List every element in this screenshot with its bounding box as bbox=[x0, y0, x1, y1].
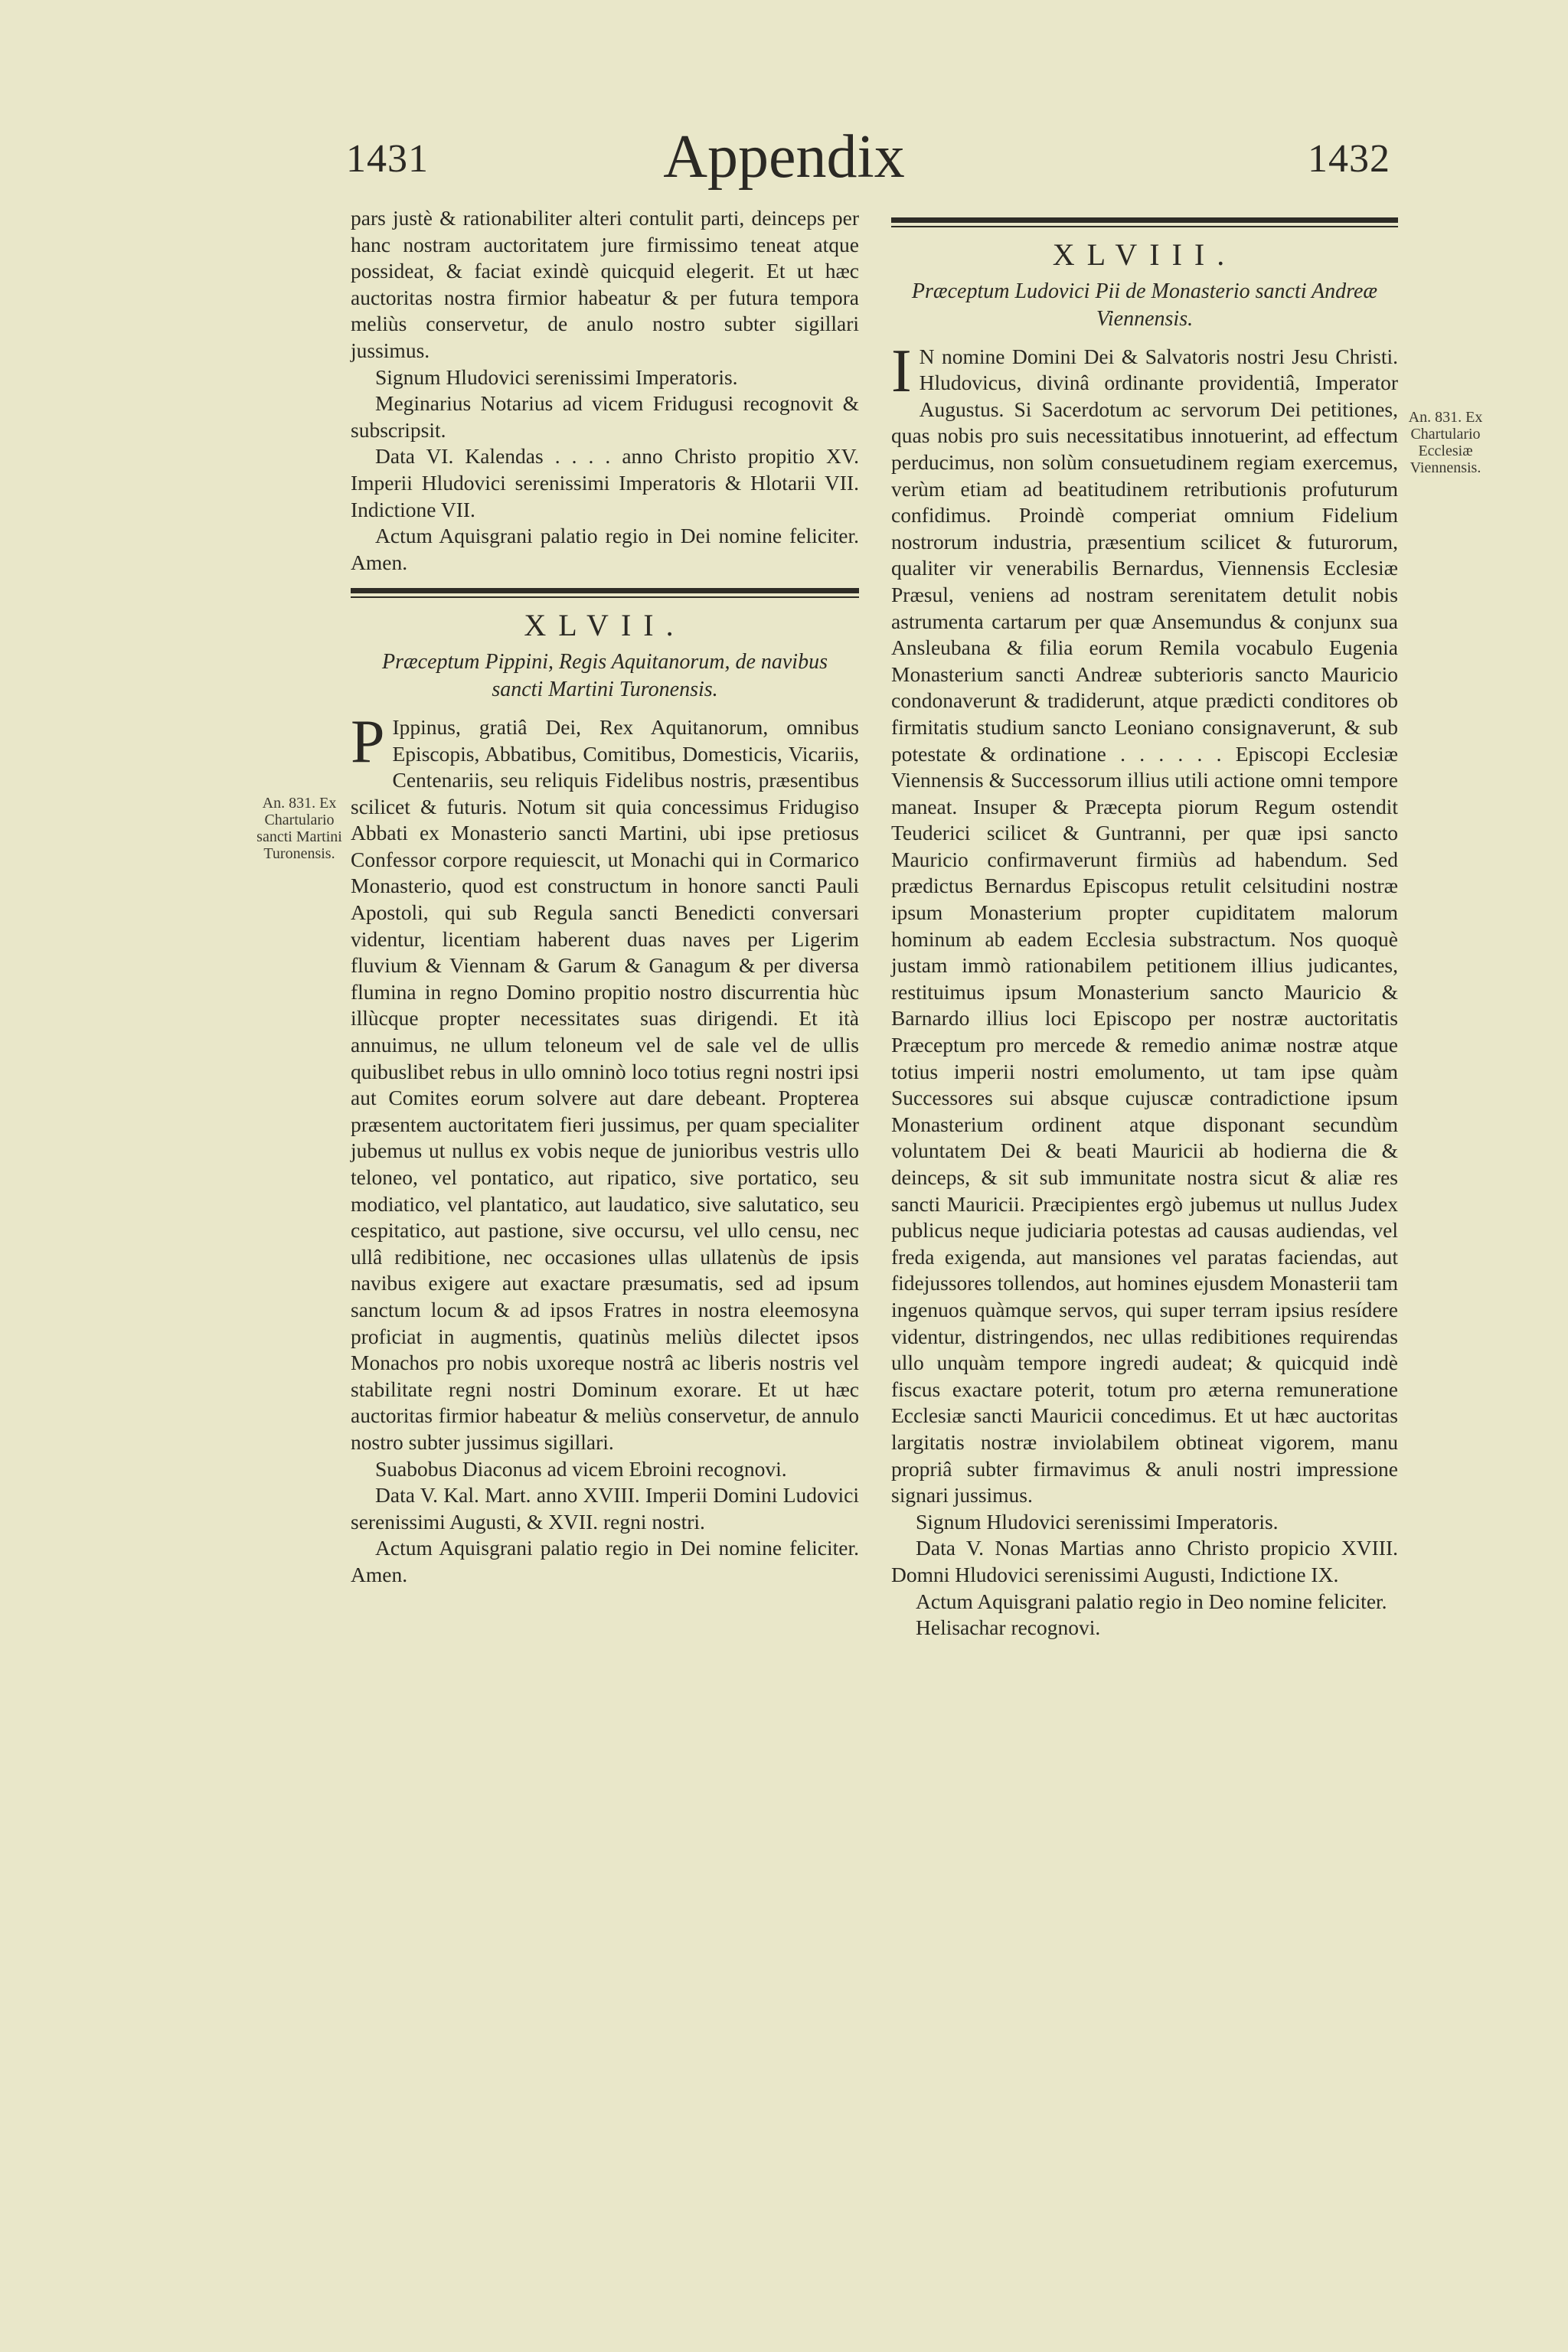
page-number-right: 1432 bbox=[1308, 137, 1390, 181]
recognition-line: Helisachar recognovi. bbox=[916, 1615, 1101, 1640]
section-title: Præceptum Ludovici Pii de Monasterio sancti Andreæ Viennensis. bbox=[911, 279, 1378, 331]
section-number: XLVIII. bbox=[1052, 237, 1237, 272]
charter-text: N nomine Domini Dei & Salvatoris nostri Jesu Christi. Hludovicus, divinâ ordinante providentiâ, Imperator Augustus. Si Sacerdotum ac servorum Dei petitiones, quas nobis pro suis necessitatibus innotuerint, ad effectum perducimus, non solùm consuetudinem regiam exercemus, verùm etiam ad beatitudinem retributionis profuturum confidimus. Proindè comperiat omnium Fidelium nostrorum industria, præsentium scilicet & futurorum, qualiter vir venerabilis Bernardus, Viennensis Ecclesiæ Præsul, veniens ad nostram serenitatem detulit nobis astrumenta cartarum per quæ Ansemundus & conjunx sua Ansleubana & filia eorum Remila vocabulo Eugenia Monasterium sancti Andreæ subterioris sancto Mauricio condonaverunt & tradiderunt, atque prædicti conditores ob firmitatis studium sancto Leoniano consignaverunt, & sub potestate & ordinatione . . . . . . Episcopi Ecclesiæ Viennensis & Successorum illius utili actione omni tempore maneat. Insuper & Præcepta piorum Regum ostendit Teuderici scilicet & Guntranni, per quæ ipsi sancto Mauricio confirmaverunt firmiùs ad habendum. Sed prædictus Bernardus Episcopus retulit celsitudini nostræ ipsum Monasterium propter cupiditatem malorum hominum ab eadem Ecclesia substractum. Nos quoquè justam immò rationabilem petitionem illius judicantes, restituimus ipsum Monasterium sancto Mauricio & Barnardo illius loci Episcopo per nostræ auctoritatis Præceptum pro mercede & remedio animæ nostræ atque totius imperii nostri emolumento, ut tam ipse quàm Successores sui absque cujuscæ contradictione ipsum Monasterium ordinent atque disponant secundùm voluntatem Dei & beati Mauricii ab hodierna die & deinceps, & sit sub immunitate nostra sicut & aliæ res sancti Mauricii. Præcipientes ergò jubemus ut nullus Judex publicus neque judiciaria potestas ad causas audiendas, vel freda exigenda, aut mansiones vel paratas faciendas, aut fidejussores tollendos, aut homines ejusdem Monasterii tam ingenuos quàmque servos, qui super terram ipsius resídere videntur, distringendos, nec ullas redibitiones requirendas ullo unquàm tempore ingredi audeat; & quicquid indè fiscus exactare poterit, totum pro æterna remuneratione Ecclesiæ sancti Mauricii concedimus. Et ut hæc auctoritas largitatis nostræ inviolabilem obtineat vigorem, manu propriâ subter firmavimus & anuli nostri impressione signari jussimus. bbox=[891, 344, 1398, 1508]
drop-cap: P bbox=[351, 707, 385, 776]
charter-text: Ippinus, gratiâ Dei, Rex Aquitanorum, omnibus Episcopis, Abbatibus, Comitibus, Domesticis, Vicariis, Centenariis, seu reliquis Fidelibus nostris, præsentibus scilicet & futuris. Notum sit quia concessimus Fridugiso Abbati ex Monasterio sancti Martini, ubi ipse pretiosus Confessor corpore requiescit, ut Monachi qui in Cormarico Monasterio, quod est constructum in honore sancti Pauli Apostoli, qui sub Regula sancti Benedicti conversari videntur, licentiam haberent duas naves per Ligerim fluvium & Viennam & Garum & Ganagum & per diversa flumina in regno Domino propitio nostro discurrentia hùc illùcque propter necessitates suas dirigendi. Et ità annuimus, ne ullum teloneum vel de sale vel de ullis quibuslibet rebus in ullo omninò loco totius regni nostri ipsi aut Comites eorum solvere aut dare debeant. Propterea præsentem auctoritatem fieri jussimus, per quam specialiter jubemus ut nullus ex vobis neque de junioribus vestris ullo teloneo, vel pontatico, aut ripatico, sive portatico, seu modiatico, vel plantatico, aut laudatico, sive salutatico, seu cespitatico, aut pastione, sive occursu, vel ullo censu, nec ullâ redibitione, nec occasiones ullas ullatenùs de ipsis navibus exigere aut exactare præsumatis, sed ad ipsum sanctum locum & ad ipsos Fratres in nostra eleemosyna proficiat in augmentis, quatinùs meliùs dilectet ipsos Monachos pro nobis uxoreque nostrâ ac liberis nostris vel stabilitate regni nostri Dominum exorare. Et ut hæc auctoritas firmior habeatur & meliùs conservetur, de annulo nostro subter jussimus sigillari. bbox=[351, 714, 859, 1454]
dating-line: Data VI. Kalendas . . . . anno Christo propitio XV. Imperii Hludovici serenissimi Imperatoris & Hlotarii VII. Indictione VII. bbox=[351, 444, 859, 521]
margin-note-left: An. 831. Ex Chartulario sancti Martini Turonensis. bbox=[256, 795, 342, 862]
actum-line: Actum Aquisgrani palatio regio in Deo nomine feliciter. bbox=[916, 1589, 1387, 1613]
signum-line: Signum Hludovici serenissimi Imperatoris. bbox=[375, 364, 738, 389]
page-number-left: 1431 bbox=[346, 137, 429, 181]
charter-body bbox=[351, 707, 859, 1456]
section-title: Præceptum Pippini, Regis Aquitanorum, de navibus sancti Martini Turonensis. bbox=[382, 649, 828, 701]
dating-line: Data V. Kal. Mart. anno XVIII. Imperii Domini Ludovici serenissimi Augusti, & XVII. regni nostri. bbox=[351, 1483, 859, 1534]
section-divider bbox=[351, 576, 859, 602]
actum-line: Actum Aquisgrani palatio regio in Dei nomine feliciter. Amen. bbox=[351, 1536, 859, 1586]
recognition-line: Suabobus Diaconus ad vicem Ebroini recognovi. bbox=[375, 1456, 787, 1481]
dating-line: Data V. Nonas Martias anno Christo propicio XVIII. Domni Hludovici serenissimi Augusti, Indictione IX. bbox=[891, 1536, 1398, 1586]
signum-line: Signum Hludovici serenissimi Imperatoris. bbox=[916, 1509, 1279, 1534]
section-divider bbox=[891, 205, 1398, 231]
drop-cap: I bbox=[891, 337, 912, 405]
continuation-paragraph: pars justè & rationabiliter alteri contulit parti, deinceps per hanc nostram auctoritatem jure firmissimo teneat atque possideat, & faciat exindè quicquid elegerit. Et ut hæc auctoritas nostra firmior habeatur & per futura tempora meliùs conservetur, de anulo nostro subter sigillari jussimus. bbox=[351, 206, 859, 362]
right-column bbox=[891, 205, 1398, 1642]
margin-note-right: An. 831. Ex Chartulario Ecclesiæ Viennensis. bbox=[1408, 409, 1483, 476]
notary-line: Meginarius Notarius ad vicem Fridugusi recognovit & subscripsit. bbox=[351, 391, 859, 442]
left-column bbox=[351, 205, 859, 1589]
actum-line: Actum Aquisgrani palatio regio in Dei nomine feliciter. Amen. bbox=[351, 524, 859, 574]
section-number: XLVII. bbox=[524, 608, 686, 643]
running-title: Appendix bbox=[663, 123, 905, 191]
charter-body bbox=[891, 337, 1398, 1509]
